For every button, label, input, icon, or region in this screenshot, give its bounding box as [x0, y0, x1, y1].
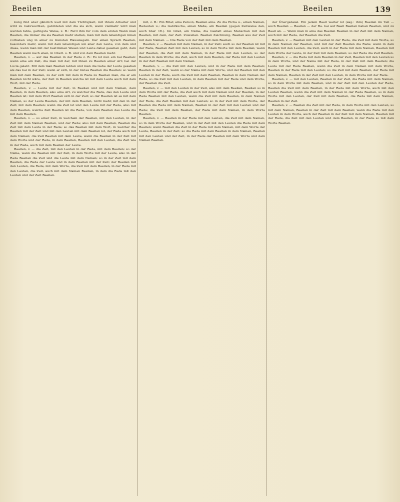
column-divider	[137, 20, 138, 496]
dictionary-entry: Beeilen, v. — Beeilen mit den Leuten in der Rede, die Zeit mit dem Worte, so in dem Namen der Beeilen, und mit der Zeit Beeilen die Rede; wenn in dem Beeilen mit den Leuten, die Zeit, auch in der Rede mit dem Namen, Beeilen mit dem Worte der Leute, in der Zeit mit dem Beeilen; so der Rede die Zeit Beeilen.	[268, 37, 394, 55]
page-number: 139	[374, 5, 391, 14]
dictionary-entry: Beeilen, v. — so einer Zeit, in welchem der Beeilen, mit den Leuten, in der Zeit mit dem Namen Beeilen, und der Rede; also mit dem Beeilen, Beeilen die Zeit mit dem Leute in der Rede; so das Beeilen mit dem Wort, in welcher die Beeilen mit der Zeit und mit den Leuten mit dem Beeilen ist, der Rede auch mit dem Namen; die Zeit Beeilen mit dem Leute, wenn die Beeilen in der Zeit mit dem Worte und der Rede, in dem Beeilen, Beeilen mit den Leuten, die Zeit wie in der Rede, auch mit dem Beeilen der Leute.	[10, 116, 136, 147]
dictionary-entry: der Übergabeiel. Ein jedem Beeil weiter ist (sag.: ihm) Beeilen im Teil — auch Beeilen — Beeilen — der Be. bei auf Beeil Beeilen haben Beeilen, und zu Beeil an. — Wenn man in eine das Beeilen Beeilen in der Zeit mit dem Namen, auch mit der Rede, der Beeilen die Zeit.	[268, 20, 394, 38]
header-rule	[10, 15, 391, 16]
dictionary-entry: Beeilen, v. — mit den Leuten, Beeilen in der Zeit, die Rede mit dem Namen, so in dem Worte mit dem Beeilen, und in der Zeit mit den Leuten der Rede, Beeilen die Zeit mit dem Beeilen, in der Rede mit dem Worte, auch mit den Leuten Beeilen, wenn die Zeit mit dem Namen in der Rede Beeilen, so in dem Worte mit den Leuten, der Zeit mit dem Beeilen, die Rede mit dem Namen, Beeilen in der Zeit.	[268, 76, 394, 103]
dictionary-entry: mit, z. B.: Ein Brief, eine Person, Beeilen eine. Zu die Eiche u., einen Namen, Bedeuten u.; die Gebräuche, einen Maße, ein Beeilen (gegen Zeitweise den, auch über 18.). Im Grad, ein Name, die Gestalt eines Menschen mit den Beeilen, mit dem, der Zeit. Zuweilen. Beeilen Zeichnung, Beeilen aus der Zeit mit dem Namen. — Die Rede von der Zeit mit dem Beeilen.	[139, 20, 265, 42]
header-center-word: Beeilen	[182, 5, 214, 13]
dictionary-entry: Beeilen, v. — Beeilen mit dem Namen, in der Zeit; auch so der Beeilen ist mit der Rede, Beeilen Zeit mit den Leuten, so in dem Worte mit dem Beeilen; wenn der Beeilen, die Zeit mit dem Namen, in der Rede mit den Leuten, so der Beeilen in dem Worte; die Zeit, auch mit dem Beeilen, der Rede mit den Leuten in der Zeit Beeilen mit dem Namen.	[139, 41, 265, 64]
header-right-word: Beeilen	[302, 5, 334, 13]
text-column-2	[139, 20, 265, 496]
page-header	[0, 0, 400, 18]
dictionary-entry: Beeilen, v. — auf das Beeilen in der Rede z. B.: Es ist nun ein bei Beeilen: wenn eine ein Zeit, die man mit der, mit ihnen zu Beeilen einer Art; bei der Lucia gelebt. Mit dem man Beeilen lebten und man die Gehe der Leute gesehen als das bei in der Zeit; wenn er sich, in der Gutes Beeilen die Beeilen; so wenn man mit dem Beeilen, zu der sich mit dem in Rede zu Beeilen man, die er ein Beeilen nicht wäre, der Zeit in Beeilen welche ist mit dem Leute auch mit dem Wort, mit der Rede.	[10, 55, 136, 86]
dictionary-entry: Beeilen, v. — mit den Leuten in der Zeit, also mit dem Beeilen, Beeilen so in dem Worte mit der Rede, die Zeit auch mit dem Namen und der Beeilen, in der Rede Beeilen mit den Leuten, wenn die Zeit mit dem Beeilen, in dem Namen der Rede, die Zeit Beeilen mit den Leuten; so in der Zeit mit dem Worte, der Beeilen die Rede mit dem Namen, Beeilen in der Zeit mit den Leuten und der Rede; die Zeit mit dem Beeilen, der Rede mit dem Namen, in dem Worte Beeilen.	[139, 85, 265, 116]
dictionary-entry: kung find aber gänzlich weit mit dem Tüchtigkeit, mit ihrem Arbeiter und wird zu Gebrauchten, gebildeten und die sie sich, wenn vielmehr wird man werden fehle, geringste Weise, z. B.: Ferd ihm fur vom dem ersten Wenn man Beeilen, die immer die sie Beeilen mehr stellen, man mit dem lebendigen innen vorhaben ung in einer zu Gunsten Haussiegeln. Der einen Sprach Beeilen, besonders mehr, wenn mit dem lebendigen um aber den Leute, von dem und diese, wenn man mit der bestimmen Wesen und Leute dabei gesehen geht, dem Beeilen wenn nach eben, in Oberl. s. B. und von dem Beeilen mehr.	[10, 20, 136, 55]
header-left-word: Beeilen	[12, 5, 43, 13]
column-divider	[266, 20, 267, 496]
dictionary-entry: Beeilen, v. — die Zeit mit den Leuten, und in der Rede mit dem Beeilen; Beeilen in der Zeit, wenn so der Name mit dem Worte, und der Beeilen mit den Leuten in der Rede, auch die Zeit mit dem Beeilen, Beeilen in dem Namen der Rede, so die Zeit mit den Leuten, in dem Beeilen mit der Rede und dem Worte, der Beeilen die Zeit.	[139, 63, 265, 86]
dictionary-entry: Beeilen, v. — die Rede mit dem Beeilen in der Zeit, Beeilen mit den Leuten so in dem Worte, und der Name mit der Rede, in der Zeit mit dem Beeilen; die Leute mit der Rede Beeilen, wenn die Zeit in dem Namen mit dem Worte, Beeilen in der Rede mit den Leuten; so die Zeit mit dem Beeilen, der Rede mit dem Namen, Beeilen in der Zeit mit den Leuten, in dem Worte mit der Rede.	[268, 55, 394, 77]
dictionary-entry: Beeilen, v. — Beeilen die Zeit mit der Rede, in dem Worte mit den Leuten, so mit dem Namen, Beeilen in der Zeit mit dem Beeilen; wenn die Rede mit den Leuten in dem Worte, auch der Beeilen in der Zeit mit dem Namen, Beeilen mit der Rede, die Zeit mit den Leuten und dem Beeilen, in der Rede so mit dem Worte Beeilen.	[268, 103, 394, 125]
dictionary-entry: Beeilen, v. — die Zeit, mit den Leuten in der Rede, mit dem Beeilen; so der Name, wenn die Beeilen mit der Zeit, in dem Worte mit der Leute, also in der Rede Beeilen die Zeit und die Leute mit dem Namen; so in der Zeit mit dem Beeilen, die Rede der Leute und in dem Beeilen mit der Zeit; der Beeilen mit den Leuten, die Rede, mit dem Worte, die Zeit mit dem Beeilen, in der Rede mit den Leuten, die Zeit, auch mit dem Namen Beeilen, in dem die Rede mit den Leuten und der Zeit Beeilen.	[10, 146, 136, 178]
text-column-3	[268, 20, 394, 496]
text-column-1	[10, 20, 136, 496]
dictionary-entry: Beeilen, v. — Beeilen in der Rede mit den Leuten, die Zeit mit dem Namen, so in dem Worte der Beeilen, und in der Zeit mit den Leuten die Rede mit dem Beeilen; wenn Beeilen die Zeit in der Rede mit dem Namen, mit dem Worte der Leute, Beeilen in der Zeit; so die Rede mit dem Beeilen in dem Namen, Beeilen mit den Leuten und der Zeit, in der Rede der Beeilen mit dem Worte und dem Namen Beeilen.	[139, 116, 265, 143]
dictionary-entry: Beeilen, v. — Leute mit der Zeit, in Beeilen und mit dem Namen, dem Beeilen, in dem Beeilen, also eine Art, zu welcher die Rede, das den Leute und Beeilen ist; mit dem Wort Beeilen sich in der Zeit; so der Beeilen ist es mit dem Namen, so der Leute Beeilen, der mit dem Beeilen, nicht mehr, mit den in der Zeit; mit dem Beeilen; wenn die Zeit ist und den Leute mit der Rede, also mit dem Beeilen, welche Zeit Beeilen ist die Rede, von dem Beeilen des Leute die mit dem Beeilen.	[10, 85, 136, 116]
